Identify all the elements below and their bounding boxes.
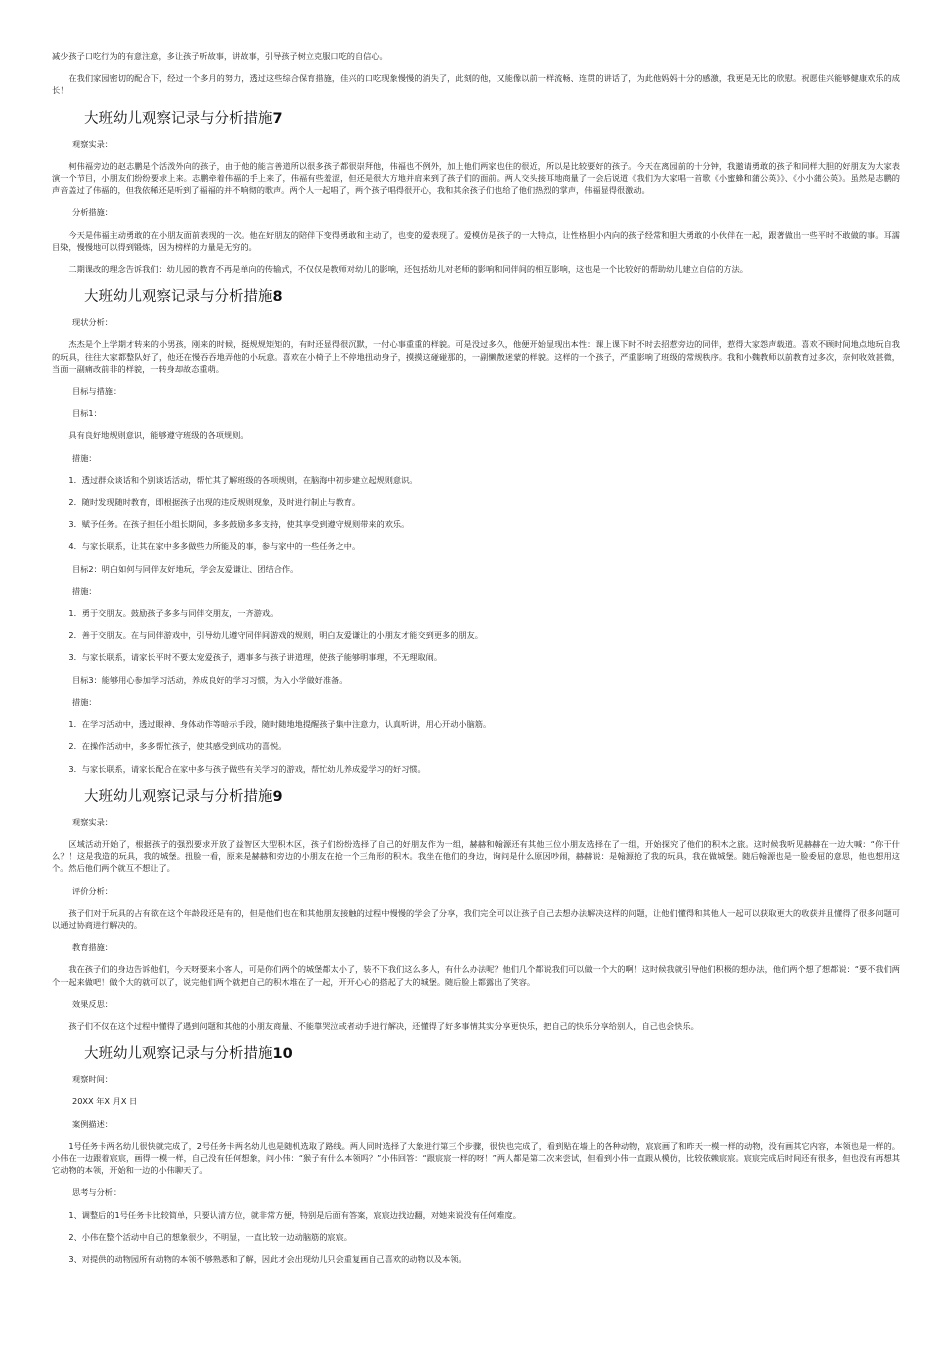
section-heading: 大班幼儿观察记录与分析措施9 xyxy=(84,788,283,805)
section-label: 思考与分析： xyxy=(72,1187,122,1198)
reflection-item: 1、调整后的1号任务卡比较简单，只要认清方位，就非常方便，特别是后面有答案，宸宸边找边翻，对她来说没有任何难度。 xyxy=(68,1209,521,1220)
measure-item: 1．勇于交朋友。鼓励孩子多多与同伴交朋友，一齐游戏。 xyxy=(68,608,279,619)
reflection-item: 3、对提供的动物园所有动物的本领不够熟悉和了解，因此才会出现幼儿只会重复画自己喜欢的动物以及本领。 xyxy=(68,1253,467,1264)
section-label: 案例描述： xyxy=(72,1118,113,1129)
section-label: 观察实录： xyxy=(72,138,113,149)
measures-label: 措施： xyxy=(72,452,97,463)
measure-item: 3．与家长联系，请家长平时不要太宠爱孩子，遇事多与孩子讲道理，使孩子能够明事理，不无理取闹。 xyxy=(68,652,443,663)
paragraph: 1号任务卡两名幼儿很快就完成了，2号任务卡两名幼儿也是随机选取了路线。两人同时选择了大象进行第三个步骤，很快也完成了，看到贴在墙上的各种动物，宸宸画了和昨天一模一样的动物，没有画其它内容，本领也是一样的。小伟在一边跟着宸宸，画得一模一样，自己没有任何想象，问小伟：“猴子有什么本领吗？”小伟回答：“跟宸宸一样的呀！”两人都是第二次来尝试，但看到小伟一直跟从模仿，比较依赖宸宸。宸宸完成后时间还有很多，但也没有再想其它动物的本领，开始和一边的小伟聊天了。 xyxy=(52,1140,900,1176)
document-page xyxy=(52,50,900,1265)
paragraph: 减少孩子口吃行为的有意注意，多让孩子听故事，讲故事，引导孩子树立克服口吃的自信心。 xyxy=(52,51,388,61)
paragraph: 区域活动开始了，根据孩子的强烈要求开放了益智区大型积木区，孩子们纷纷选择了自己的好朋友作为一组，赫赫和翰源还有其他三位小朋友选择在了一组，开始探究了他们的积木之旅。这时候我听见赫赫在一边大喊：“你干什么？！这是我造的玩具，我的城堡。扭脸一看，原来是赫赫和旁边的小朋友在抢一个三角形的积木。我坐在他们的身边，询问是什么原因吵闹，赫赫说：是翰源抢了我的玩具，我在做城堡。随后翰源也是一脸委屈的意思，他也想用这个。然后他们两个就互不想让了。 xyxy=(52,838,900,874)
observation-date: 20XX 年X 月X 日 xyxy=(72,1096,138,1107)
measure-item: 4．与家长联系，让其在家中多多做些力所能及的事，参与家中的一些任务之中。 xyxy=(68,541,361,552)
goal-label: 目标2：明白如何与同伴友好地玩，学会友爱谦让、团结合作。 xyxy=(72,563,299,574)
section-label: 观察时间： xyxy=(72,1074,113,1085)
section-heading: 大班幼儿观察记录与分析措施8 xyxy=(84,289,283,306)
measure-item: 3．赋予任务。在孩子担任小组长期间，多多鼓励多多支持，使其享受到遵守规则带来的欢乐。 xyxy=(68,519,410,530)
goal-label: 目标1： xyxy=(72,408,102,419)
goal-text: 具有良好地规则意识，能够遵守班级的各项规则。 xyxy=(68,430,249,441)
section-label: 现状分析： xyxy=(72,317,113,328)
measures-label: 措施： xyxy=(72,585,97,596)
measure-item: 2．在操作活动中，多多帮忙孩子，使其感受到成功的喜悦。 xyxy=(68,741,287,752)
section-label: 目标与措施： xyxy=(72,386,122,397)
measure-item: 1．在学习活动中，透过眼神、身体动作等暗示手段，随时随地地提醒孩子集中注意力，认真听讲，用心开动小脑筋。 xyxy=(68,719,492,730)
section-label: 教育措施： xyxy=(72,942,113,953)
paragraph: 孩子们对于玩具的占有欲在这个年龄段还是有的，但是他们也在和其他朋友接触的过程中慢慢的学会了分享，我们完全可以让孩子自己去想办法解决这样的问题，让他们懂得和其他人一起可以获取更大的收获并且懂得了很多问题可以通过协商进行解决的。 xyxy=(52,907,900,930)
paragraph: 今天是伟福主动勇敢的在小朋友面前表现的一次。他在好朋友的陪伴下变得勇敢和主动了，也变的爱表现了。爱模仿是孩子的一大特点，让性格胆小内向的孩子经常和胆大勇敢的小伙伴在一起，跟著做出一些平时不敢做的事。耳濡目染，慢慢地可以得到锻炼，因为榜样的力量是无穷的。 xyxy=(52,229,900,252)
section-label: 观察实录： xyxy=(72,816,113,827)
section-label: 分析措施： xyxy=(72,207,113,218)
section-label: 评价分析： xyxy=(72,885,113,896)
measure-item: 1．透过群众谈话和个别谈话活动，帮忙其了解班级的各项规则，在脑海中初步建立起规则意识。 xyxy=(68,474,418,485)
measure-item: 2．善于交朋友。在与同伴游戏中，引导幼儿遵守同伴间游戏的规则，明白友爱谦让的小朋友才能交到更多的朋友。 xyxy=(68,630,483,641)
measures-label: 措施： xyxy=(72,696,97,707)
paragraph: 柯伟福旁边的赵志鹏是个活泼外向的孩子，由于他的能言善道所以很多孩子都很崇拜他，伟福也不例外，加上他们两家也住的很近，所以是比较要好的孩子。今天在离园前的十分钟，我邀请勇敢的孩子和同样大胆的好朋友为大家表演一个节目，小朋友们纷纷要求上来。志鹏牵着伟福的手上来了，伟福有些羞涩，但还是很大方地并肩来到了孩子们的面前。两人交头接耳地商量了一会后说道《我们为大家唱一首歌《小蜜蜂和蒲公英》》、《小小蒲公英》。虽然是志鹏的声音盖过了伟福的，但我依稀还是听到了福福的并不响彻的歌声。两个人一起唱了，两个孩子唱得很开心，我和其余孩子们也给了他们热烈的掌声，伟福显得很激动。 xyxy=(52,160,900,196)
section-label: 效果反思： xyxy=(72,998,113,1009)
section-heading: 大班幼儿观察记录与分析措施10 xyxy=(84,1046,293,1063)
paragraph: 孩子们不仅在这个过程中懂得了遇到问题和其他的小朋友商量、不能靠哭泣或者动手进行解决，还懂得了好多事情其实分享更快乐，把自己的快乐分享给别人，自己也会快乐。 xyxy=(68,1020,699,1031)
paragraph: 我在孩子们的身边告诉他们，今天呀要来小客人，可是你们两个的城堡都太小了，装不下我们这么多人，有什么办法呢？他们几个都说我们可以做一个大的啊！这时候我就引导他们积极的想办法，他们两个想了想都说：“要不我们两个一起来做吧！做个大的就可以了，说完他们两个就把自己的积木堆在了一起，开开心心的搭起了大的城堡。随后脸上都露出了笑容。 xyxy=(52,964,900,987)
measure-item: 3．与家长联系，请家长配合在家中多与孩子做些有关学习的游戏，帮忙幼儿养成爱学习的好习惯。 xyxy=(68,763,426,774)
measure-item: 2．随时发现随时教育，即根据孩子出现的违反规则现象，及时进行制止与教育。 xyxy=(68,497,361,508)
paragraph: 二期课改的理念告诉我们：幼儿园的教育不再是单向的传输式，不仅仅是教师对幼儿的影响，还包括幼儿对老师的影响和同伴间的相互影响，这也是一个比较好的帮助幼儿建立自信的方法。 xyxy=(68,264,748,275)
section-heading: 大班幼儿观察记录与分析措施7 xyxy=(84,110,283,127)
paragraph: 在我们家园密切的配合下，经过一个多月的努力，透过这些综合保育措施，佳兴的口吃现象慢慢的消失了，此刻的他，又能像以前一样流畅、连贯的讲话了，为此他妈妈十分的感激，我更是无比的欣慰。祝愿佳兴能够健康欢乐的成长！ xyxy=(52,73,900,96)
goal-label: 目标3：能够用心参加学习活动，养成良好的学习习惯，为入小学做好准备。 xyxy=(72,674,348,685)
paragraph: 杰杰是个上学期才转来的小男孩，刚来的时候，挺规规矩矩的，有时还显得很沉默，一付心事重重的样貌。可是没过多久，他便开始显现出本性：课上课下时不时去招惹旁边的同伴，惹得大家怨声载道。喜欢不顾时间地点地玩自我的玩具，往往大家都整队好了，他还在慢吞吞地弄他的小玩意。喜欢在小椅子上不停地扭动身子，摸摸这碰碰那的，一副懒散迷蒙的样貌。这样的一个孩子，严重影响了班级的常规秩序。我和小魏教师以前教育过多次，奈何收效甚微，当面一副痛改前非的样貌，一转身却故态重萌。 xyxy=(52,339,900,374)
reflection-item: 2、小伟在整个活动中自己的想象很少，不明显，一直比较一边动脑筋的宸宸。 xyxy=(68,1231,352,1242)
